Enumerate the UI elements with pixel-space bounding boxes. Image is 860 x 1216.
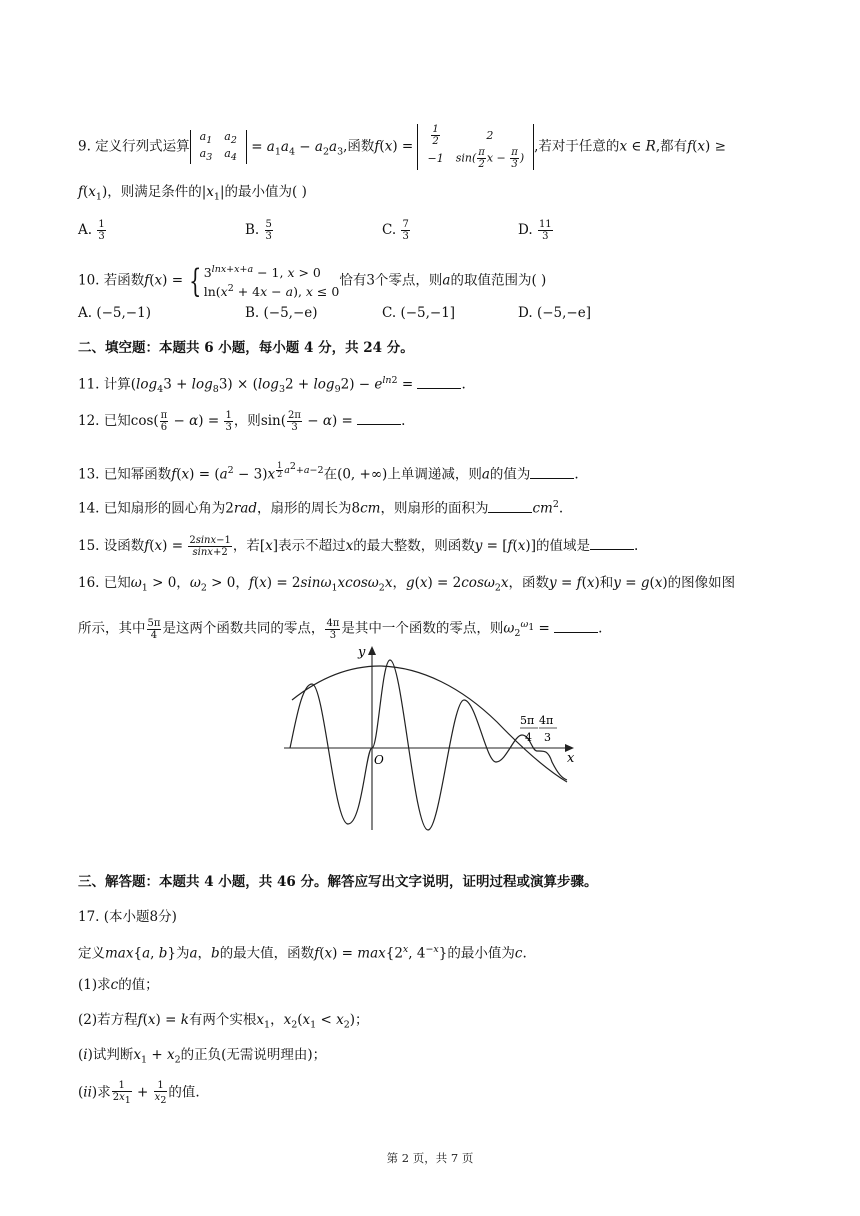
q13-mid: 在 [323, 466, 338, 483]
option-text: (−5,−e) [263, 305, 318, 321]
tick-label-5pi-4-den: 4 [525, 731, 532, 744]
question-10: 10. 若函数f(x) = { $3^{lnx+x+a} - 1$, x > 0 $\ln(x^2 + 4x - a)$, x ≤ 0恰有3个零点，则a的取值范围为( ) [78, 262, 547, 301]
q10-suffix2: 的取值范围为( ) [450, 272, 547, 289]
q9-option-b[interactable] [245, 219, 274, 242]
question-13: 13. 已知幂函数$f(x) = (a^2 - 3)x$ $^{\frac{1}{2} a^2+a-2}$在(0, +∞)上单调递减，则a的值为 . [78, 461, 579, 483]
option-text: (−5,−1] [400, 305, 456, 321]
q17-l1b: 为 [175, 945, 190, 962]
q16-prefix: 16. 已知 [78, 575, 131, 591]
answer-blank[interactable] [488, 500, 532, 513]
q17-l4: 试判断 [92, 1047, 134, 1063]
q9-suffix2: ,都有 [655, 138, 688, 155]
option-label: D. [518, 222, 533, 238]
q14-prefix: 14. 已知扇形的圆心角为 [78, 500, 226, 517]
q10-option-d[interactable] [518, 303, 591, 323]
origin-label: O [374, 753, 384, 767]
answer-blank[interactable] [417, 376, 461, 389]
q10-prefix: 10. 若函数 [78, 272, 145, 289]
option-label: C. [382, 305, 397, 321]
q17-l3b: 有两个实根 [188, 1012, 257, 1028]
q9-determinant-definition: $a_1$ $a_2$ $a_3$ $a_4$ [190, 130, 247, 164]
question-9-line-2: $f(x_1)$，则满足条件的$|x_1|$的最小值为( ) [78, 184, 307, 203]
q10-option-b[interactable] [245, 303, 318, 323]
q9-option-d[interactable] [518, 219, 554, 242]
q17-l2: (1)求 [78, 977, 111, 993]
question-9-line-1: 9. 定义行列式运算 $a_1$ $a_2$ $a_3$ $a_4$ = $a_1a_4 - a_2a_3$,函数f(x) = $\frac{1}{2}$ 2 −1 sin( $\frac{\pi}{2}$ x − $\frac{\pi}{3}$ ) ,若对于任意的x ∈ R,都有f(x) ≥ [78, 124, 726, 170]
q17-l1c: 的最大值，函数 [219, 945, 315, 962]
q9-option-c[interactable] [382, 219, 411, 242]
q13-suffix: 的值为 [489, 466, 531, 483]
q11-prefix: 11. 计算 [78, 376, 131, 393]
option-label: C. [382, 222, 397, 238]
q14-mid2: ，则扇形的面积为 [380, 500, 489, 517]
q9-suffix: ,若对于任意的 [534, 138, 620, 155]
question-14: 14. 已知扇形的圆心角为2rad，扇形的周长为8cm，则扇形的面积为 $cm^2$. [78, 499, 564, 517]
q16-line2a: 所示，其中 [78, 620, 146, 637]
q14-mid: ，扇形的周长为 [257, 500, 352, 517]
q9-prefix: 9. 定义行列式运算 [78, 138, 190, 155]
f-curve [290, 660, 567, 830]
page-footer: 第 2 页，共 7 页 [386, 1151, 474, 1165]
option-label: B. [245, 222, 260, 238]
answer-blank[interactable] [590, 537, 634, 550]
q17-l1a: 定义 [78, 945, 105, 962]
q9-function-determinant: $\frac{1}{2}$ 2 −1 sin( $\frac{\pi}{2}$ x − $\frac{\pi}{3}$ ) [417, 124, 534, 170]
q16-line2c: 是其中一个函数的零点，则 [341, 620, 504, 637]
q15-mid: ，若 [232, 538, 260, 554]
question-11: 11. 计算$(\log_43 + \log_83) \times (\log_32 + \log_92) - e^{ln2}$ = . [78, 375, 466, 396]
q12-prefix: 12. 已知 [78, 413, 131, 429]
y-axis-arrow [368, 646, 376, 655]
option-label: A. [78, 305, 93, 321]
question-17-line-2: (1)求c的值； [78, 977, 159, 993]
option-den: 3 [542, 231, 549, 242]
option-text: (−5,−1) [96, 305, 151, 321]
option-num: 11 [538, 219, 552, 230]
question-16-line-1: 16. 已知$\omega_1 > 0$，$\omega_2 > 0$，f(x) = 2sinω$_1$xcosω$_2$x，g(x) = 2cosω$_2$x，函数y = f(x)和y = g(x)的图像如图 [78, 575, 736, 594]
option-num: 7 [402, 219, 409, 230]
option-den: 3 [402, 231, 409, 242]
question-17-title: 17. (本小题8分) [78, 909, 177, 925]
q17-l2b: 的值； [118, 977, 159, 993]
q16-graph-figure [282, 640, 582, 840]
q15-mid2: 表示不超过 [278, 538, 346, 554]
q17-l5: 求 [97, 1084, 111, 1101]
option-label: B. [245, 305, 260, 321]
question-12: 12. 已知cos( $\frac{\pi}{6}$ − α) = $\frac{1}{3}$ ，则sin( $\frac{2\pi}{3}$ − α) = . [78, 410, 406, 433]
tick-label-5pi-4: 5π [520, 714, 535, 727]
option-label: D. [518, 305, 533, 321]
question-17-line-1: 定义max{a, b}为a，b的最大值，函数$f(x) = \max\{2^x$, $4^{-x}$}的最小值为c. [78, 944, 527, 962]
q16-line2b: 是这两个函数共同的零点， [162, 620, 325, 637]
question-17-line-5: (ii)求 $\frac{1}{2x_1}$ + $\frac{1}{x_2}$ 的值. [78, 1080, 200, 1106]
q17-l1d: 的最小值为 [447, 945, 515, 962]
q17-l3: (2)若方程 [78, 1012, 138, 1028]
tick-label-4pi-3-den: 3 [544, 731, 551, 744]
option-den: 3 [265, 231, 272, 242]
option-den: 3 [98, 231, 105, 242]
question-17-line-3: (2)若方程f(x) = k有两个实根$x_1$，$x_2(x_1 < x_2)$； [78, 1012, 369, 1031]
q15-mid3: 的最大整数，则函数 [353, 538, 475, 554]
question-15: 15. 设函数f(x) = $\frac{2\sin x-1}{\sin x+2}$ ，若[x]表示不超过x的最大整数，则函数y = [f(x)]的值域是 . [78, 535, 639, 558]
option-num: 5 [265, 219, 272, 230]
option-num: 1 [98, 219, 105, 230]
q9-option-a[interactable] [78, 219, 107, 242]
q9-line2b: 的最小值为( ) [224, 184, 307, 200]
q17-l5b: 的值. [168, 1084, 200, 1101]
q12-mid: ，则 [233, 413, 261, 429]
question-16-line-2: 所示，其中 $\frac{5\pi}{4}$ 是这两个函数共同的零点， $\frac{4\pi}{3}$ 是其中一个函数的零点，则$\omega_2^{\omega_1}$ = . [78, 617, 603, 641]
q10-option-c[interactable] [382, 303, 455, 323]
section-3-heading: 三、解答题：本题共 4 小题，共 46 分。解答应写出文字说明，证明过程或演算步骤。 [78, 874, 598, 890]
q15-suffix: 的值域是 [535, 538, 590, 554]
q9-func-text: ,函数 [343, 138, 375, 155]
question-17-line-4: (i)试判断$x_1 + x_2$的正负(无需说明理由)； [78, 1047, 327, 1066]
q15-prefix: 15. 设函数 [78, 538, 145, 554]
option-label: A. [78, 222, 93, 238]
q10-suffix: 恰有3个零点，则 [339, 272, 443, 289]
option-text: (−5,−e] [536, 305, 591, 321]
q16-line1b: 的图像如图 [667, 575, 736, 591]
q17-l4b: 的正负(无需说明理由)； [180, 1047, 327, 1063]
q9-line2: ，则满足条件的 [107, 184, 202, 200]
q13-prefix: 13. 已知幂函数 [78, 466, 172, 483]
q13-mid2: 上单调递减，则 [387, 466, 482, 483]
section-2-heading: 二、填空题：本题共 6 小题，每小题 4 分，共 24 分。 [78, 340, 414, 356]
answer-blank[interactable] [357, 412, 401, 425]
tick-label-4pi-3: 4π [539, 714, 554, 727]
answer-blank[interactable] [530, 466, 574, 479]
answer-blank[interactable] [554, 620, 598, 633]
x-axis-label: x [567, 751, 575, 766]
q10-option-a[interactable] [78, 303, 151, 323]
y-axis-label: y [358, 645, 366, 660]
